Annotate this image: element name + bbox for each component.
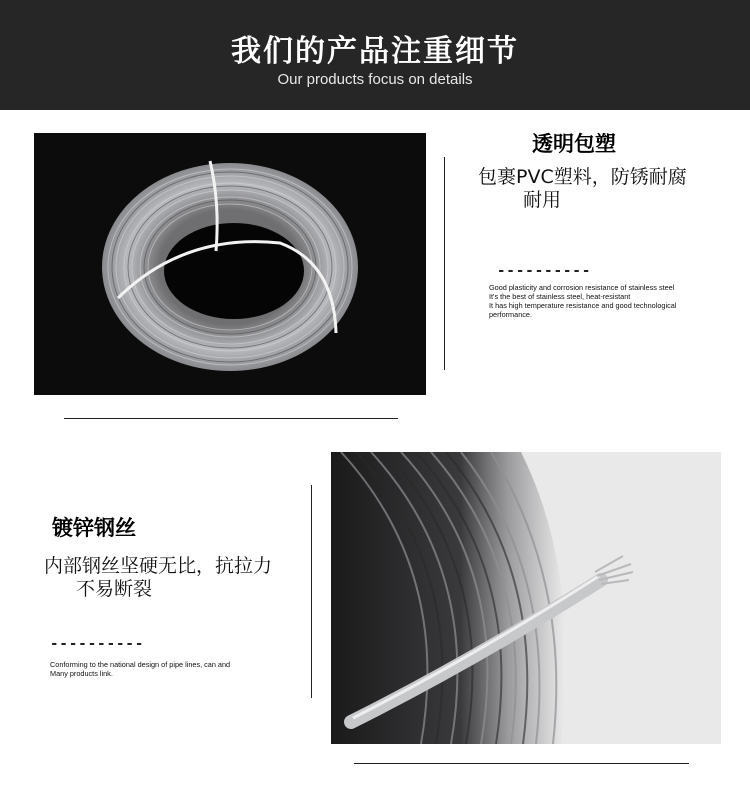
- description-line: 包裹PVC塑料，防锈耐腐: [478, 166, 687, 188]
- english-description: [50, 660, 230, 678]
- dash-separator: ----------: [497, 263, 592, 279]
- description-line: 内部钢丝坚硬无比，抗拉力: [44, 555, 273, 577]
- wire-closeup-photo: [331, 452, 721, 744]
- english-line: Conforming to the national design of pipe lines, can and: [50, 660, 231, 669]
- english-line: Good plasticity and corrosion resistance of stainless steel: [489, 283, 675, 292]
- english-line: performance.: [489, 310, 532, 319]
- section-title: 镀锌钢丝: [52, 516, 136, 540]
- english-description: [489, 283, 676, 319]
- divider-vertical: [311, 485, 312, 698]
- english-line: Many products link.: [50, 669, 113, 678]
- description-line: 耐用: [523, 189, 562, 211]
- section-description: [44, 555, 272, 601]
- divider-horizontal: [354, 763, 689, 764]
- header-banner: [0, 0, 750, 110]
- section-description: [478, 166, 687, 212]
- section-title: 透明包塑: [532, 132, 616, 156]
- header-subtitle: Our products focus on details: [277, 71, 473, 88]
- description-line: 不易断裂: [76, 578, 153, 600]
- dash-separator: ----------: [50, 636, 145, 652]
- wire-coil-photo: [34, 133, 426, 395]
- english-line: It's the best of stainless steel, heat-resistant: [489, 292, 631, 301]
- header-title: 我们的产品注重细节: [231, 34, 519, 69]
- english-line: It has high temperature resistance and good technological: [489, 301, 677, 310]
- divider-vertical: [444, 157, 445, 370]
- divider-horizontal: [64, 418, 398, 419]
